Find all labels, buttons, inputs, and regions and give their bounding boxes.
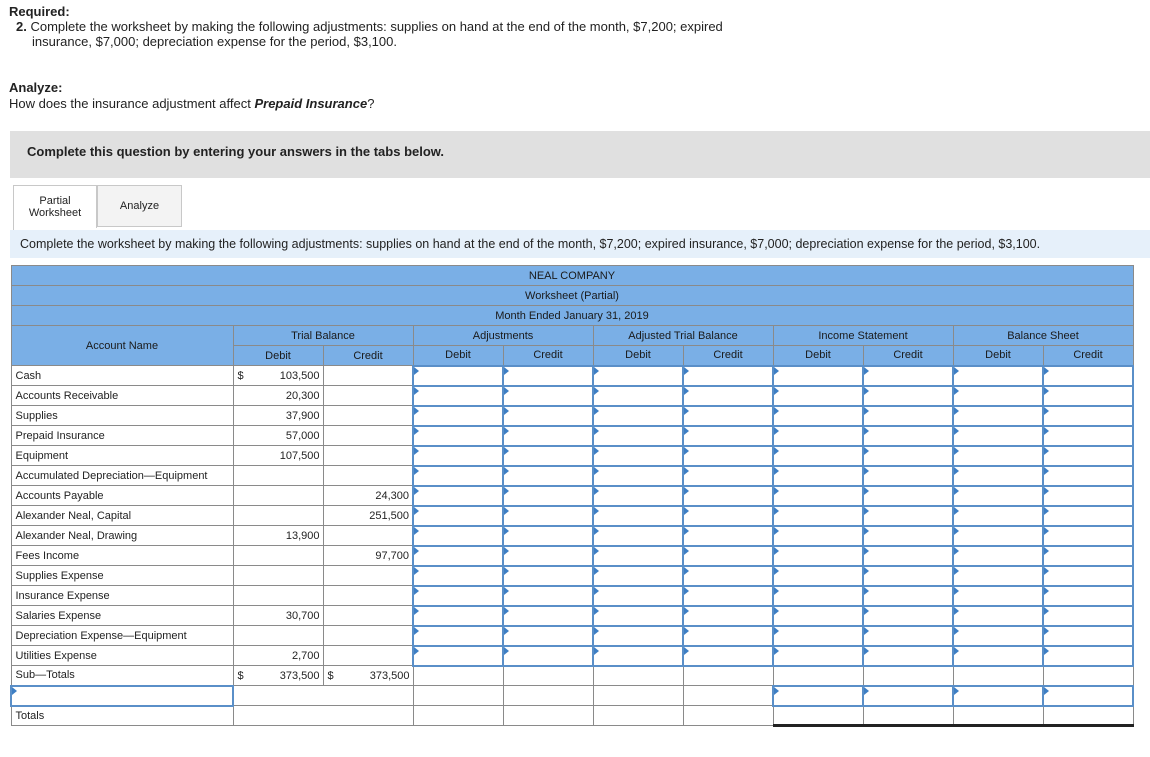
answer-input[interactable] (953, 566, 1043, 586)
total-cell (863, 706, 953, 726)
answer-input[interactable] (503, 646, 593, 666)
answer-input[interactable] (863, 406, 953, 426)
analyze-heading: Analyze: (9, 80, 63, 95)
dollar-sign (233, 546, 253, 566)
answer-input[interactable] (773, 406, 863, 426)
account-name-header: Account Name (11, 326, 233, 366)
answer-input[interactable] (953, 486, 1043, 506)
dollar-sign (233, 646, 253, 666)
group-header: Income Statement (773, 326, 953, 346)
trial-balance-debit (253, 466, 323, 486)
answer-input[interactable] (953, 466, 1043, 486)
dollar-sign (323, 606, 343, 626)
answer-input[interactable] (953, 526, 1043, 546)
debit-header: Debit (593, 346, 683, 366)
debit-header: Debit (413, 346, 503, 366)
answer-input[interactable] (863, 686, 953, 706)
dollar-sign: $ (233, 666, 253, 686)
table-row (11, 526, 1133, 546)
subtotal-cell (773, 666, 863, 686)
trial-balance-credit (343, 586, 413, 606)
group-header: Trial Balance (233, 326, 413, 346)
answer-input[interactable] (773, 486, 863, 506)
answer-input[interactable] (593, 586, 683, 606)
answer-input[interactable] (773, 566, 863, 586)
answer-input[interactable] (863, 526, 953, 546)
answer-input[interactable] (773, 446, 863, 466)
answer-input[interactable] (503, 446, 593, 466)
answer-input[interactable] (503, 526, 593, 546)
instruction-text: Complete this question by entering your answers in the tabs below. (27, 144, 445, 159)
dollar-sign (233, 466, 253, 486)
account-name: Insurance Expense (11, 586, 233, 606)
empty-cell (233, 706, 413, 726)
dollar-sign (323, 546, 343, 566)
answer-input[interactable] (863, 646, 953, 666)
table-row (11, 666, 1133, 686)
answer-input[interactable] (953, 446, 1043, 466)
answer-input[interactable] (863, 626, 953, 646)
account-name: Depreciation Expense—Equipment (11, 626, 233, 646)
trial-balance-debit (253, 626, 323, 646)
trial-balance-credit (343, 606, 413, 626)
subtotal-cell (503, 666, 593, 686)
dollar-sign (233, 566, 253, 586)
account-name: Alexander Neal, Capital (11, 506, 233, 526)
answer-input[interactable] (683, 566, 773, 586)
dollar-sign (233, 626, 253, 646)
answer-input[interactable] (413, 546, 503, 566)
answer-input[interactable] (683, 466, 773, 486)
company-name: NEAL COMPANY (11, 266, 1133, 286)
table-row (11, 406, 1133, 426)
answer-input[interactable] (1043, 626, 1133, 646)
answer-input[interactable] (413, 506, 503, 526)
answer-input[interactable] (1043, 426, 1133, 446)
answer-input[interactable] (413, 566, 503, 586)
answer-input[interactable] (503, 406, 593, 426)
answer-input[interactable] (1043, 446, 1133, 466)
trial-balance-debit: 373,500 (253, 666, 323, 686)
dollar-sign (323, 366, 343, 386)
totals-label: Totals (11, 706, 233, 726)
answer-input[interactable] (863, 586, 953, 606)
answer-input[interactable] (953, 406, 1043, 426)
credit-header: Credit (323, 346, 413, 366)
trial-balance-debit: 37,900 (253, 406, 323, 426)
answer-input[interactable] (503, 366, 593, 386)
trial-balance-debit: 107,500 (253, 446, 323, 466)
dollar-sign (323, 406, 343, 426)
empty-cell (233, 686, 413, 706)
credit-header: Credit (503, 346, 593, 366)
answer-input[interactable] (863, 606, 953, 626)
required-text-1: Complete the worksheet by making the following adjustments: supplies on hand at the end of the month, $7,200; expired (30, 19, 723, 34)
trial-balance-credit (343, 566, 413, 586)
answer-input[interactable] (953, 506, 1043, 526)
required-line1 (16, 19, 723, 34)
trial-balance-debit: 57,000 (253, 426, 323, 446)
debit-header: Debit (773, 346, 863, 366)
group-header: Adjusted Trial Balance (593, 326, 773, 346)
answer-input[interactable] (413, 386, 503, 406)
table-row (11, 506, 1133, 526)
empty-cell (413, 706, 503, 726)
analyze-question-prefix: How does the insurance adjustment affect (9, 96, 255, 111)
dollar-sign (323, 386, 343, 406)
answer-input[interactable] (773, 546, 863, 566)
table-row (11, 386, 1133, 406)
answer-input[interactable] (863, 386, 953, 406)
answer-input[interactable] (413, 486, 503, 506)
account-name: Sub—Totals (11, 666, 233, 686)
account-name: Equipment (11, 446, 233, 466)
trial-balance-credit (343, 446, 413, 466)
required-text-2: insurance, $7,000; depreciation expense for the period, $3,100. (32, 34, 397, 49)
trial-balance-credit (343, 466, 413, 486)
trial-balance-credit: 97,700 (343, 546, 413, 566)
answer-input[interactable] (503, 386, 593, 406)
answer-input[interactable] (503, 626, 593, 646)
answer-input[interactable] (683, 586, 773, 606)
worksheet-table (10, 265, 1134, 727)
empty-cell (503, 706, 593, 726)
total-cell (953, 706, 1043, 726)
answer-input[interactable] (953, 366, 1043, 386)
dollar-sign: $ (323, 666, 343, 686)
answer-input[interactable] (503, 506, 593, 526)
answer-input[interactable] (503, 426, 593, 446)
table-row (11, 566, 1133, 586)
answer-input[interactable] (593, 646, 683, 666)
dollar-sign (323, 486, 343, 506)
prompt-text: Complete the worksheet by making the following adjustments: supplies on hand at the end of the month, $7,200; expired insurance, $7,000; depreciation expense for the period, $3,100. (20, 237, 1041, 251)
answer-input[interactable] (953, 606, 1043, 626)
answer-input[interactable] (773, 466, 863, 486)
empty-cell (683, 686, 773, 706)
answer-input[interactable] (593, 406, 683, 426)
trial-balance-debit: 13,900 (253, 526, 323, 546)
dollar-sign (323, 646, 343, 666)
account-name: Salaries Expense (11, 606, 233, 626)
trial-balance-debit: 103,500 (253, 366, 323, 386)
answer-input[interactable] (773, 606, 863, 626)
answer-input[interactable] (1043, 466, 1133, 486)
answer-input[interactable] (503, 566, 593, 586)
answer-input[interactable] (773, 526, 863, 546)
answer-input[interactable] (593, 446, 683, 466)
answer-input[interactable] (503, 486, 593, 506)
prompt-bar (10, 230, 1150, 258)
empty-cell (683, 706, 773, 726)
answer-input[interactable] (953, 626, 1043, 646)
answer-input[interactable] (683, 366, 773, 386)
subtotal-cell (413, 666, 503, 686)
account-name: Supplies (11, 406, 233, 426)
answer-input[interactable] (593, 426, 683, 446)
table-row (11, 546, 1133, 566)
table-row (11, 466, 1133, 486)
empty-cell (503, 686, 593, 706)
answer-input[interactable] (593, 566, 683, 586)
account-name: Supplies Expense (11, 566, 233, 586)
answer-input[interactable] (683, 646, 773, 666)
dollar-sign (323, 506, 343, 526)
table-row (11, 486, 1133, 506)
answer-input[interactable] (503, 586, 593, 606)
dollar-sign (233, 446, 253, 466)
analyze-question (9, 96, 374, 111)
answer-input[interactable] (1043, 606, 1133, 626)
trial-balance-credit (343, 386, 413, 406)
answer-input[interactable] (413, 426, 503, 446)
dollar-sign (323, 466, 343, 486)
answer-input[interactable] (1043, 506, 1133, 526)
answer-input[interactable] (413, 526, 503, 546)
dollar-sign (323, 566, 343, 586)
subtotal-cell (863, 666, 953, 686)
table-row (11, 366, 1133, 386)
trial-balance-credit: 251,500 (343, 506, 413, 526)
trial-balance-credit (343, 406, 413, 426)
answer-input[interactable] (863, 566, 953, 586)
tab-analyze[interactable] (97, 185, 182, 227)
answer-input[interactable] (953, 426, 1043, 446)
trial-balance-credit (343, 626, 413, 646)
dollar-sign: $ (233, 366, 253, 386)
account-name: Utilities Expense (11, 646, 233, 666)
dollar-sign (323, 426, 343, 446)
trial-balance-debit (253, 506, 323, 526)
dollar-sign (233, 606, 253, 626)
answer-input[interactable] (683, 506, 773, 526)
tab-partial-worksheet[interactable] (13, 185, 97, 228)
debit-header: Debit (953, 346, 1043, 366)
trial-balance-debit: 2,700 (253, 646, 323, 666)
table-row (11, 686, 1133, 706)
group-header: Balance Sheet (953, 326, 1133, 346)
table-row (11, 426, 1133, 446)
table-row (11, 586, 1133, 606)
answer-input[interactable] (773, 366, 863, 386)
answer-input[interactable] (683, 546, 773, 566)
answer-input[interactable] (863, 506, 953, 526)
trial-balance-credit: 24,300 (343, 486, 413, 506)
table-row (11, 646, 1133, 666)
account-name-input[interactable] (11, 686, 233, 706)
table-row (11, 446, 1133, 466)
answer-input[interactable] (863, 466, 953, 486)
dollar-sign (323, 446, 343, 466)
dollar-sign (233, 586, 253, 606)
answer-input[interactable] (1043, 526, 1133, 546)
answer-input[interactable] (593, 386, 683, 406)
trial-balance-debit (253, 586, 323, 606)
dollar-sign (233, 426, 253, 446)
answer-input[interactable] (1043, 566, 1133, 586)
credit-header: Credit (863, 346, 953, 366)
account-name: Accounts Receivable (11, 386, 233, 406)
answer-input[interactable] (1043, 546, 1133, 566)
answer-input[interactable] (1043, 386, 1133, 406)
dollar-sign (233, 406, 253, 426)
answer-input[interactable] (773, 626, 863, 646)
answer-input[interactable] (593, 526, 683, 546)
answer-input[interactable] (413, 366, 503, 386)
answer-input[interactable] (953, 546, 1043, 566)
answer-input[interactable] (683, 446, 773, 466)
dollar-sign (323, 626, 343, 646)
answer-input[interactable] (413, 406, 503, 426)
answer-input[interactable] (1043, 486, 1133, 506)
trial-balance-credit (343, 426, 413, 446)
subtotal-cell (953, 666, 1043, 686)
account-name: Accounts Payable (11, 486, 233, 506)
answer-input[interactable] (683, 526, 773, 546)
required-heading: Required: (9, 4, 70, 19)
subtotal-cell (593, 666, 683, 686)
tab-partial-worksheet-label: Partial Worksheet (28, 195, 82, 219)
credit-header: Credit (683, 346, 773, 366)
worksheet-title: Worksheet (Partial) (11, 286, 1133, 306)
answer-input[interactable] (953, 586, 1043, 606)
answer-input[interactable] (503, 546, 593, 566)
account-name: Alexander Neal, Drawing (11, 526, 233, 546)
answer-input[interactable] (953, 686, 1043, 706)
table-row (11, 626, 1133, 646)
answer-input[interactable] (413, 586, 503, 606)
answer-input[interactable] (863, 446, 953, 466)
trial-balance-credit: 373,500 (343, 666, 413, 686)
answer-input[interactable] (503, 606, 593, 626)
answer-input[interactable] (1043, 686, 1133, 706)
answer-input[interactable] (773, 506, 863, 526)
trial-balance-debit: 20,300 (253, 386, 323, 406)
subtotal-cell (1043, 666, 1133, 686)
empty-cell (593, 706, 683, 726)
trial-balance-debit: 30,700 (253, 606, 323, 626)
answer-input[interactable] (773, 686, 863, 706)
answer-input[interactable] (593, 546, 683, 566)
account-name: Accumulated Depreciation—Equipment (11, 466, 233, 486)
trial-balance-debit (253, 566, 323, 586)
answer-input[interactable] (413, 446, 503, 466)
account-name: Prepaid Insurance (11, 426, 233, 446)
analyze-question-suffix: ? (367, 96, 375, 111)
answer-input[interactable] (683, 486, 773, 506)
answer-input[interactable] (1043, 586, 1133, 606)
dollar-sign (233, 386, 253, 406)
answer-input[interactable] (413, 646, 503, 666)
credit-header: Credit (1043, 346, 1133, 366)
trial-balance-debit (253, 486, 323, 506)
empty-cell (593, 686, 683, 706)
table-row (11, 606, 1133, 626)
answer-input[interactable] (863, 426, 953, 446)
answer-input[interactable] (413, 606, 503, 626)
totals-row (11, 706, 1133, 726)
trial-balance-credit (343, 366, 413, 386)
subtotal-cell (683, 666, 773, 686)
trial-balance-credit (343, 526, 413, 546)
dollar-sign (233, 506, 253, 526)
answer-input[interactable] (683, 606, 773, 626)
answer-input[interactable] (953, 646, 1043, 666)
answer-input[interactable] (1043, 366, 1133, 386)
group-header: Adjustments (413, 326, 593, 346)
answer-input[interactable] (413, 626, 503, 646)
answer-input[interactable] (863, 486, 953, 506)
worksheet-period: Month Ended January 31, 2019 (11, 306, 1133, 326)
account-name: Fees Income (11, 546, 233, 566)
answer-input[interactable] (863, 366, 953, 386)
empty-cell (413, 686, 503, 706)
account-name: Cash (11, 366, 233, 386)
trial-balance-debit (253, 546, 323, 566)
answer-input[interactable] (593, 366, 683, 386)
answer-input[interactable] (1043, 406, 1133, 426)
answer-input[interactable] (683, 626, 773, 646)
dollar-sign (323, 586, 343, 606)
trial-balance-credit (343, 646, 413, 666)
dollar-sign (323, 526, 343, 546)
answer-input[interactable] (593, 626, 683, 646)
answer-input[interactable] (593, 486, 683, 506)
answer-input[interactable] (593, 466, 683, 486)
answer-input[interactable] (773, 586, 863, 606)
dollar-sign (233, 486, 253, 506)
instruction-bar (10, 131, 1150, 178)
answer-input[interactable] (773, 646, 863, 666)
required-number: 2. (16, 19, 27, 34)
answer-input[interactable] (683, 406, 773, 426)
dollar-sign (233, 526, 253, 546)
tab-analyze-label: Analyze (119, 200, 160, 212)
answer-input[interactable] (593, 606, 683, 626)
answer-input[interactable] (1043, 646, 1133, 666)
answer-input[interactable] (593, 506, 683, 526)
answer-input[interactable] (683, 386, 773, 406)
answer-input[interactable] (953, 386, 1043, 406)
answer-input[interactable] (413, 466, 503, 486)
total-cell (773, 706, 863, 726)
answer-input[interactable] (773, 386, 863, 406)
total-cell (1043, 706, 1133, 726)
answer-input[interactable] (683, 426, 773, 446)
answer-input[interactable] (773, 426, 863, 446)
answer-input[interactable] (863, 546, 953, 566)
analyze-question-emph: Prepaid Insurance (254, 96, 368, 111)
debit-header: Debit (233, 346, 323, 366)
answer-input[interactable] (503, 466, 593, 486)
